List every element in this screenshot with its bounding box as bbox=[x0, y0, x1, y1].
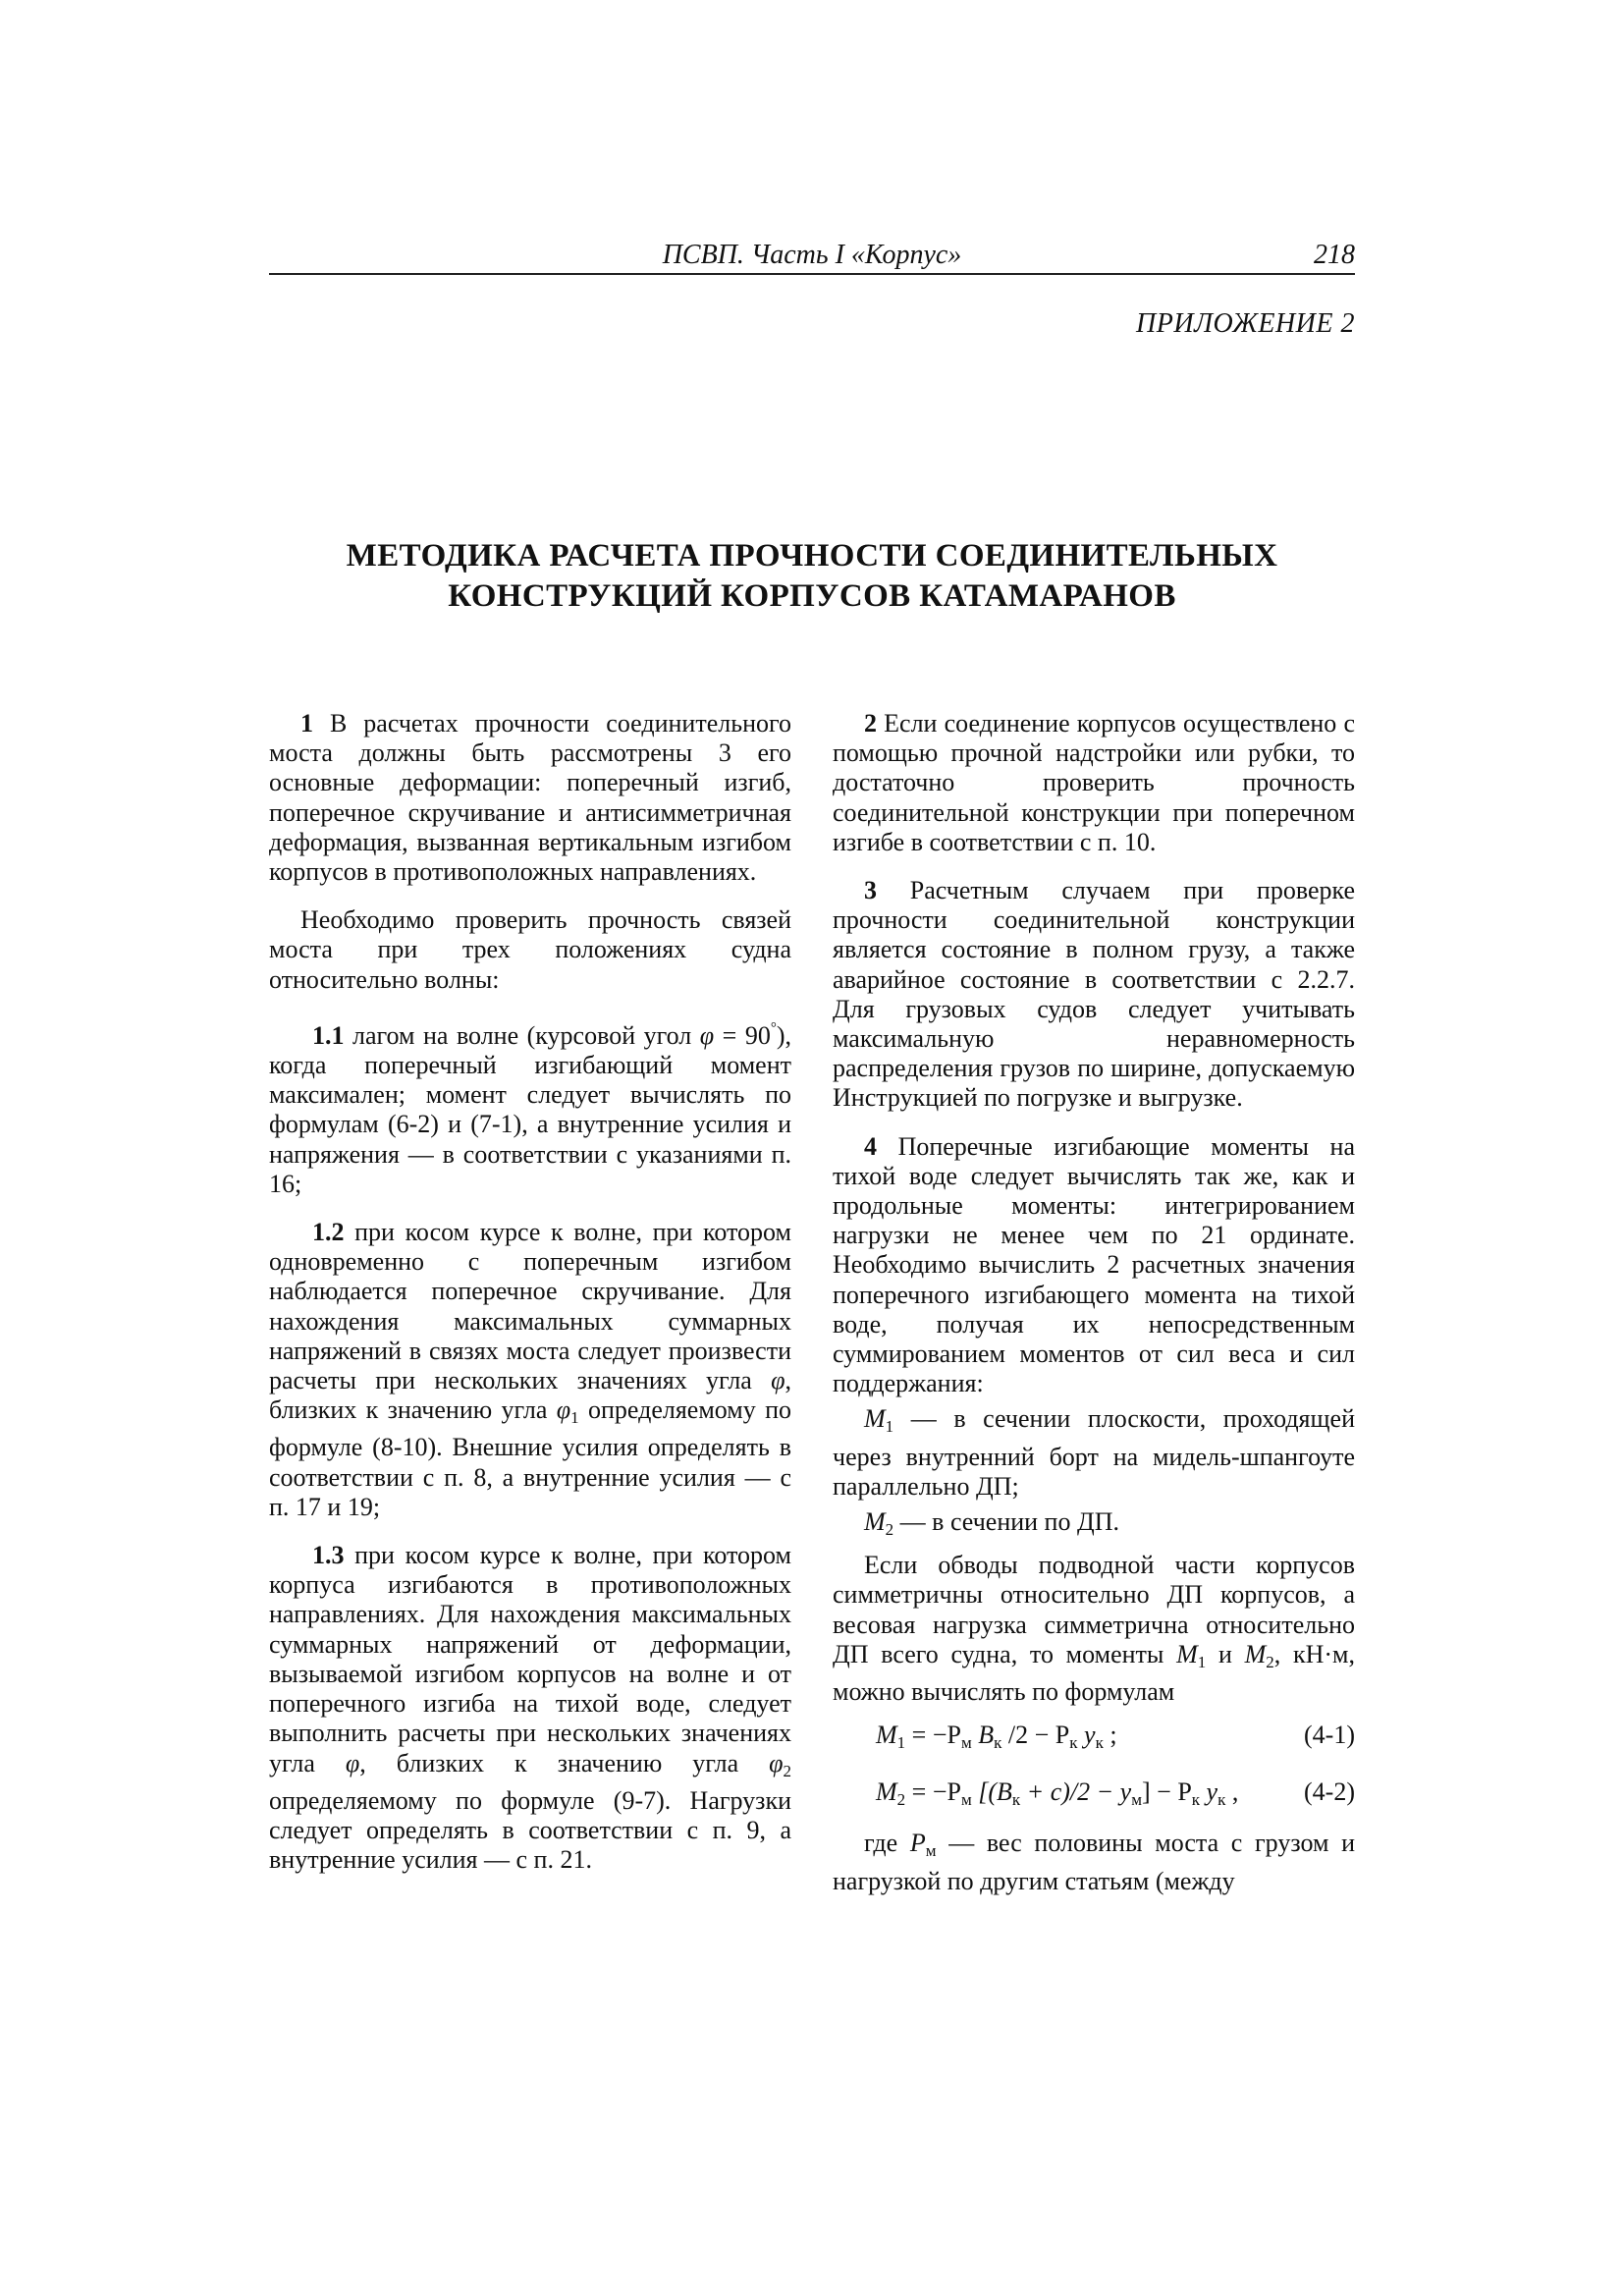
formula-part: + c)/2 − y bbox=[1020, 1777, 1132, 1807]
paragraph-1-text: В расчетах прочности соединительного моста должны быть рассмотрены 3 его основные деформации: поперечный изгиб, поперечное скручивание и антисимметричная деформация, вызванная вертикальным изгибом корпусов в противоположных направлениях. bbox=[269, 709, 791, 887]
paragraph-4 bbox=[833, 1132, 1355, 1399]
paragraph-1-3-text-b: , близких к значению угла bbox=[359, 1748, 739, 1777]
formula-subscript: к bbox=[1069, 1733, 1078, 1753]
paragraph-3-number: 3 bbox=[864, 876, 877, 905]
formula-subscript: м bbox=[960, 1790, 972, 1810]
phi2-symbol: φ bbox=[769, 1748, 784, 1777]
formula-subscript: м bbox=[960, 1733, 972, 1753]
phi-symbol: φ bbox=[345, 1748, 360, 1777]
m2-definition-text: — в сечении по ДП. bbox=[899, 1507, 1119, 1537]
p-symbol: P bbox=[909, 1829, 926, 1858]
paragraph-1-1-number: 1.1 bbox=[312, 1020, 345, 1050]
formula-part: B bbox=[971, 1721, 995, 1750]
paragraph-1-1-text-b: ), когда поперечный изгибающий момент максимален; момент следует вычислять по формулам (6-2) и (7-1), а внутренние усилия и напряжения — в соответствии с указаниями п. 16; bbox=[269, 1020, 791, 1198]
phi-equals: = 90 bbox=[714, 1020, 771, 1050]
formula-part: y bbox=[1200, 1777, 1218, 1807]
where-text-a: где bbox=[864, 1829, 898, 1858]
m1-subscript: 1 bbox=[1197, 1652, 1207, 1671]
formula-subscript: к bbox=[1217, 1790, 1226, 1810]
paragraph-4-text: Поперечные изгибающие моменты на тихой воде следует вычислять так же, как и продольные моменты: интегрированием нагрузки не менее чем по 21 ординате. Необходимо вычислить 2 расчетных значения поперечного изгибающего момента на тихой воде, получая их непосредственным суммированием моментов от сил веса и сил поддержания: bbox=[833, 1131, 1356, 1398]
paragraph-1 bbox=[269, 709, 791, 887]
m1-subscript: 1 bbox=[885, 1417, 894, 1437]
formula-4-1 bbox=[833, 1715, 1355, 1758]
definition-m1 bbox=[833, 1404, 1355, 1502]
running-header bbox=[269, 240, 1355, 275]
formula-part: ] − P bbox=[1142, 1777, 1192, 1807]
formulas-intro-text-b: , кН·м, можно вычислять по формулам bbox=[833, 1639, 1356, 1707]
header-title: ПСВП. Часть I «Корпус» bbox=[662, 240, 962, 270]
formula-4-2-number: (4-2) bbox=[1304, 1777, 1355, 1807]
formula-4-2-expression bbox=[876, 1777, 1238, 1815]
formula-part: = −P bbox=[905, 1777, 961, 1807]
m1-symbol: M bbox=[864, 1404, 886, 1434]
formula-end: ; bbox=[1103, 1721, 1117, 1750]
paragraph-2 bbox=[833, 709, 1355, 857]
formula-lhs-subscript: 1 bbox=[896, 1733, 906, 1753]
paragraph-1-3-text-a: при косом курсе к волне, при котором корпуса изгибаются в противоположных направлениях. Для нахождения максимальных суммарных напряжений от деформации, вызываемой изгибом корпусов на волне и от поперечного изгиба на тихой воде, следует выполнить расчеты при нескольких значениях угла bbox=[269, 1541, 791, 1777]
formulas-intro-text-a: Если обводы подводной части корпусов симметричны относительно ДП корпусов, а весовая нагрузка симметрична относительно ДП всего судна, то моменты bbox=[833, 1551, 1355, 1668]
m2-subscript: 2 bbox=[1266, 1652, 1274, 1671]
formula-lhs: M bbox=[876, 1721, 897, 1750]
paragraph-check bbox=[269, 905, 791, 995]
paragraph-check-text: Необходимо проверить прочность связей моста при трех положениях судна относительно волны: bbox=[269, 905, 791, 994]
formula-4-1-number: (4-1) bbox=[1304, 1721, 1355, 1750]
paragraph-1-2 bbox=[269, 1218, 791, 1522]
paragraph-3-text: Расчетным случаем при проверке прочности соединительной конструкции является состояние в полном грузу, а также аварийное состояние в соответствии с 2.2.7. Для грузовых судов следует учитывать максимальную неравномерность распределения грузов по ширине, допускаемую Инструкцией по погрузке и выгрузке. bbox=[833, 876, 1356, 1113]
formula-subscript: к bbox=[1191, 1790, 1201, 1810]
formula-4-2 bbox=[833, 1772, 1355, 1815]
m1-symbol: M bbox=[1176, 1639, 1198, 1668]
paragraph-1-3 bbox=[269, 1541, 791, 1875]
paragraph-4-number: 4 bbox=[864, 1131, 877, 1161]
phi2-subscript: 2 bbox=[783, 1761, 792, 1780]
paragraph-1-2-text-a: при косом курсе к волне, при котором одновременно с поперечным изгибом наблюдается поперечное скручивание. Для нахождения максимальных суммарных напряжений в связях моста следует произвести расчеты при нескольких значениях угла bbox=[269, 1218, 791, 1395]
paragraph-2-number: 2 bbox=[864, 709, 877, 738]
paragraph-3 bbox=[833, 876, 1355, 1114]
definition-m2 bbox=[833, 1507, 1355, 1545]
m2-symbol: M bbox=[864, 1507, 886, 1537]
phi-symbol: φ bbox=[771, 1366, 785, 1395]
paragraph-where bbox=[833, 1829, 1355, 1895]
m2-symbol: M bbox=[1244, 1639, 1267, 1668]
paragraph-1-2-text-c: определяемому по формуле (8-10). Внешние усилия определять в соответствии с п. 8, а внутренние усилия — с п. 17 и 19; bbox=[269, 1395, 792, 1521]
degree-sign: ° bbox=[770, 1019, 777, 1036]
where-text-b: — вес половины моста с грузом и нагрузкой по другим статьям (между bbox=[833, 1829, 1356, 1895]
paragraph-1-3-text-c: определяемому по формуле (9-7). Нагрузки следует определять в соответствии с п. 9, а внутренние усилия — с п. 21. bbox=[269, 1785, 791, 1875]
m1-definition-text: — в сечении плоскости, проходящей через внутренний борт на мидель-шпангоуте параллельно ДП; bbox=[833, 1404, 1355, 1501]
phi-symbol: φ bbox=[699, 1020, 715, 1050]
p-subscript: м bbox=[925, 1841, 937, 1861]
formula-subscript: к bbox=[1011, 1790, 1021, 1810]
paragraph-1-1-text-a: лагом на волне (курсовой угол bbox=[352, 1020, 692, 1050]
m2-subscript: 2 bbox=[885, 1520, 894, 1540]
formula-part: y bbox=[1077, 1721, 1096, 1750]
formula-lhs-subscript: 2 bbox=[896, 1790, 906, 1810]
formula-part: [(B bbox=[971, 1777, 1012, 1807]
paragraph-1-2-number: 1.2 bbox=[312, 1218, 345, 1247]
document-title bbox=[269, 536, 1355, 617]
left-column bbox=[269, 709, 791, 1893]
formula-subscript: к bbox=[1095, 1733, 1104, 1753]
paragraph-1-2-text-b: , близких к значению угла bbox=[269, 1366, 791, 1425]
formula-part: /2 − P bbox=[1001, 1721, 1070, 1750]
phi1-subscript: 1 bbox=[570, 1408, 579, 1428]
formula-end: , bbox=[1225, 1777, 1239, 1807]
title-line-2: КОНСТРУКЦИЙ КОРПУСОВ КАТАМАРАНОВ bbox=[448, 578, 1176, 614]
formula-lhs: M bbox=[876, 1777, 897, 1807]
formula-subscript: к bbox=[994, 1733, 1002, 1753]
formula-subscript: м bbox=[1131, 1790, 1142, 1810]
page-number: 218 bbox=[1314, 240, 1355, 270]
paragraph-1-number: 1 bbox=[300, 709, 313, 738]
paragraph-2-text: Если соединение корпусов осуществлено с помощью прочной надстройки или рубки, то достаточно проверить прочность соединительной конструкции при поперечном изгибе в соответствии с п. 10. bbox=[833, 709, 1355, 856]
paragraph-formulas-intro bbox=[833, 1551, 1355, 1707]
appendix-label: ПРИЛОЖЕНИЕ 2 bbox=[1136, 308, 1355, 339]
paragraph-1-1 bbox=[269, 1013, 791, 1199]
phi1-symbol: φ bbox=[556, 1395, 571, 1425]
formula-part: = −P bbox=[905, 1721, 961, 1750]
conjunction: и bbox=[1217, 1639, 1232, 1668]
right-column bbox=[833, 709, 1355, 1915]
paragraph-1-3-number: 1.3 bbox=[312, 1541, 345, 1570]
title-line-1: МЕТОДИКА РАСЧЕТА ПРОЧНОСТИ СОЕДИНИТЕЛЬНЫХ bbox=[346, 538, 1278, 574]
formula-4-1-expression bbox=[876, 1721, 1117, 1758]
